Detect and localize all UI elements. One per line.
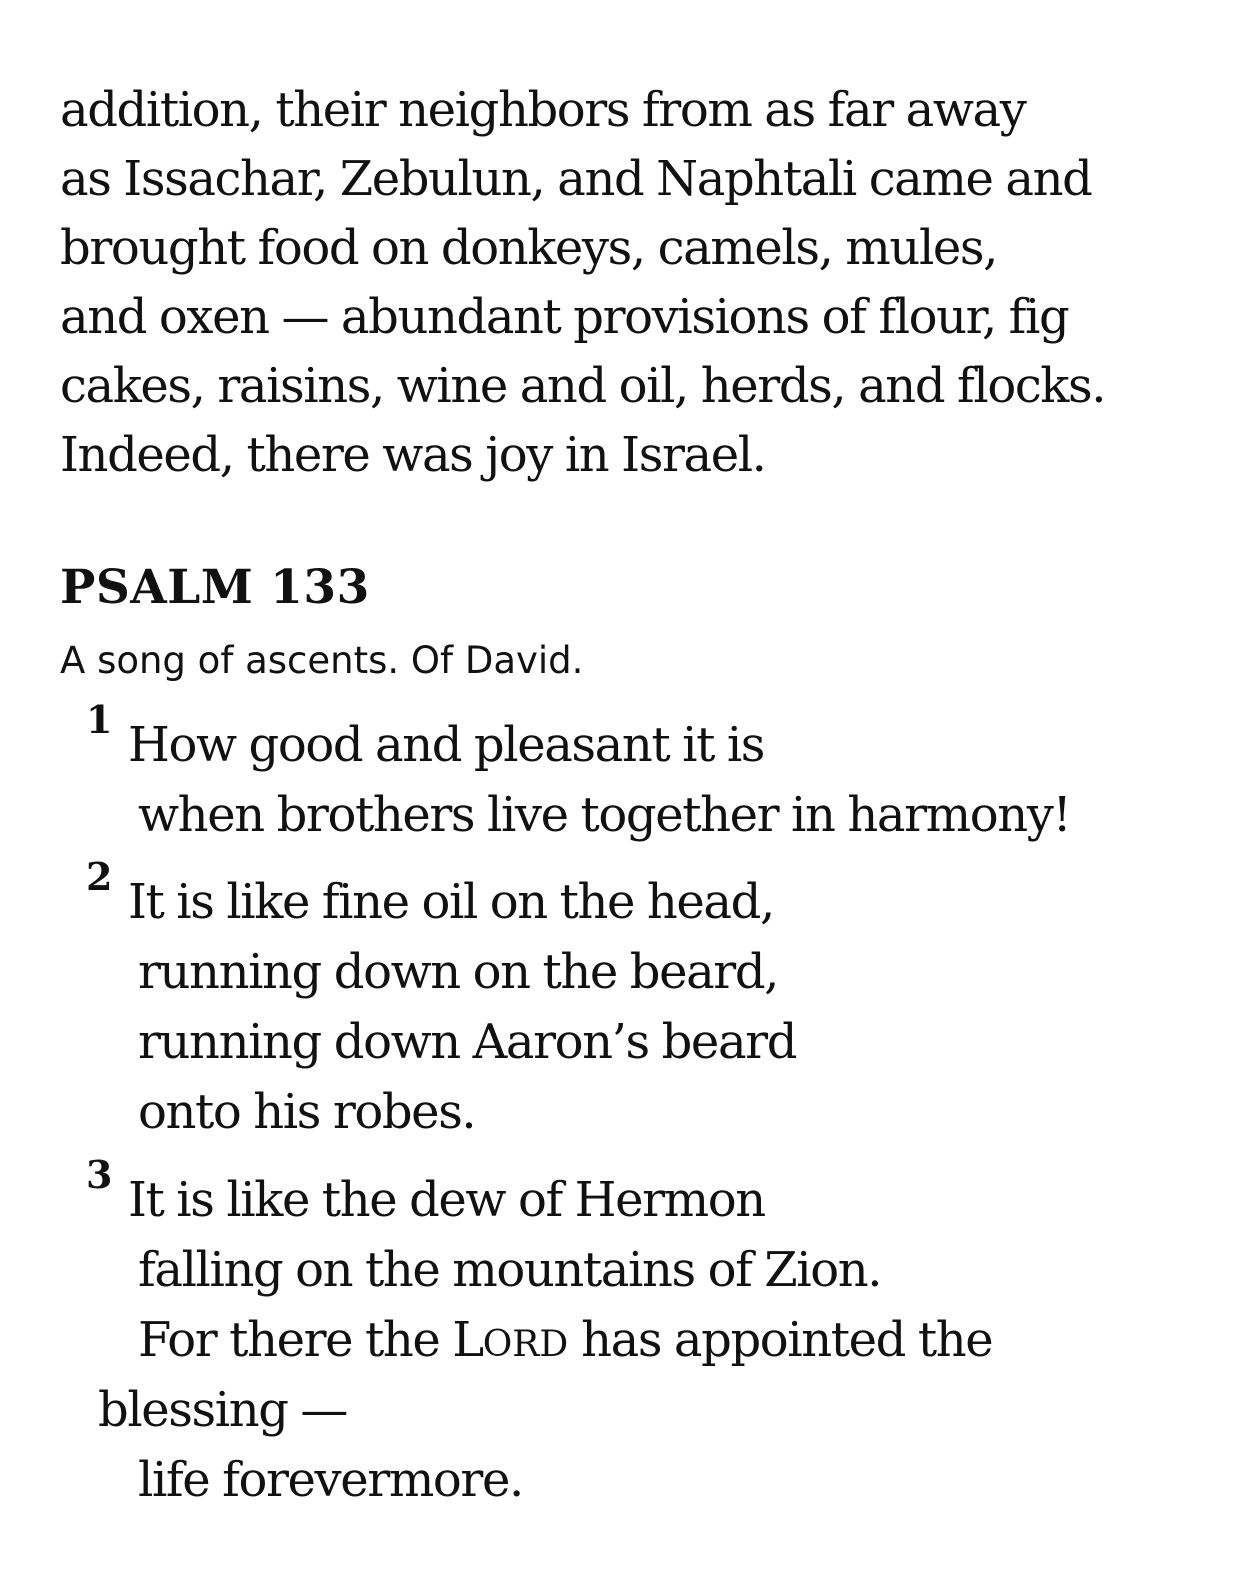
verse-line: running down Aaron’s beard (138, 1014, 797, 1070)
prose-line: as Issachar, Zebulun, and Naphtali came and (60, 151, 1092, 207)
verse-line: It is like the dew of Hermon (128, 1172, 765, 1228)
verse-line: running down on the beard, (138, 944, 779, 1000)
verse-number-2: 2 (86, 854, 113, 899)
verse-number-1: 1 (86, 697, 113, 742)
verse-line-lord (138, 1308, 992, 1377)
divine-name-initial: L (452, 1312, 483, 1368)
divine-name-small-caps: ORD (482, 1324, 569, 1365)
verse-line: It is like fine oil on the head, (128, 874, 774, 930)
verse-number-3: 3 (86, 1152, 113, 1197)
prose-line: brought food on donkeys, camels, mules, (60, 220, 997, 276)
prose-line: cakes, raisins, wine and oil, herds, and flocks. (60, 358, 1106, 414)
verse-line-text: has appointed the (568, 1312, 993, 1368)
verse-line: How good and pleasant it is (128, 717, 765, 773)
verse-line: onto his robes. (138, 1084, 476, 1140)
verse-line-text: For there the (138, 1312, 453, 1368)
verse-line: falling on the mountains of Zion. (138, 1242, 882, 1298)
verse-line: life forevermore. (138, 1452, 523, 1508)
prose-line: Indeed, there was joy in Israel. (60, 427, 766, 483)
verse-line: when brothers live together in harmony! (138, 787, 1071, 843)
psalm-heading: PSALM 133 (60, 560, 370, 615)
prose-line: addition, their neighbors from as far away (60, 82, 1026, 138)
psalm-superscription: A song of ascents. Of David. (60, 639, 584, 682)
verse-line: blessing — (98, 1382, 348, 1438)
prose-line: and oxen — abundant provisions of flour, fig (60, 289, 1069, 345)
